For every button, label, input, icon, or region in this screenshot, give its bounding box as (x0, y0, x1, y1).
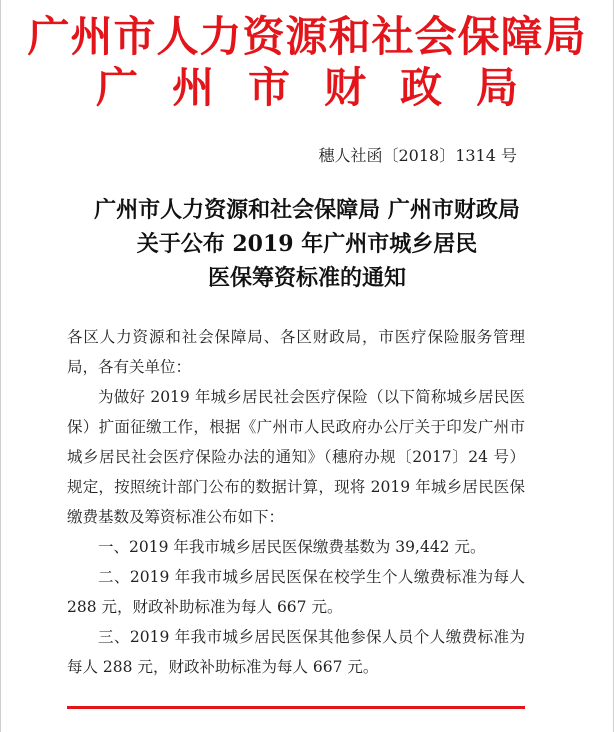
item-1: 一、2019 年我市城乡居民医保缴费基数为 39,442 元。 (98, 538, 486, 556)
item-2: 二、2019 年我市城乡居民医保在校学生个人缴费标准为每人 288 元，财政补助标准为每人 667 元。 (67, 568, 525, 616)
document-title (1, 193, 613, 295)
bottom-red-rule (67, 706, 525, 709)
document-number: 穗人社函〔2018〕1314 号 (318, 146, 517, 165)
salutation: 各区人力资源和社会保障局、各区财政局，市医疗保险服务管理局，各有关单位： (67, 328, 525, 376)
issuer-header (1, 12, 613, 114)
intro-paragraph: 为做好 2019 年城乡居民社会医疗保险（以下简称城乡居民医保）扩面征缴工作，根据《广州市人民政府办公厅关于印发广州市城乡居民社会医疗保险办法的通知》（穗府办规〔2017〕24 号）规定，按照统计部门公布的数据计算，现将 2019 年城乡居民医保缴费基数及筹资标准公布如下： (67, 388, 525, 526)
document-body (67, 322, 525, 682)
issuer-finance-bureau: 广州市财政局 (95, 63, 552, 112)
title-line-3: 医保筹资标准的通知 (207, 265, 406, 291)
title-line-2: 关于公布 2019 年广州市城乡居民 (136, 231, 478, 257)
title-line-1: 广州市人力资源和社会保障局 广州市财政局 (94, 197, 520, 223)
issuer-hrss-bureau: 广州市人力资源和社会保障局 (27, 12, 587, 61)
item-3: 三、2019 年我市城乡居民医保其他参保人员个人缴费标准为每人 288 元，财政补助标准为每人 667 元。 (67, 628, 525, 676)
